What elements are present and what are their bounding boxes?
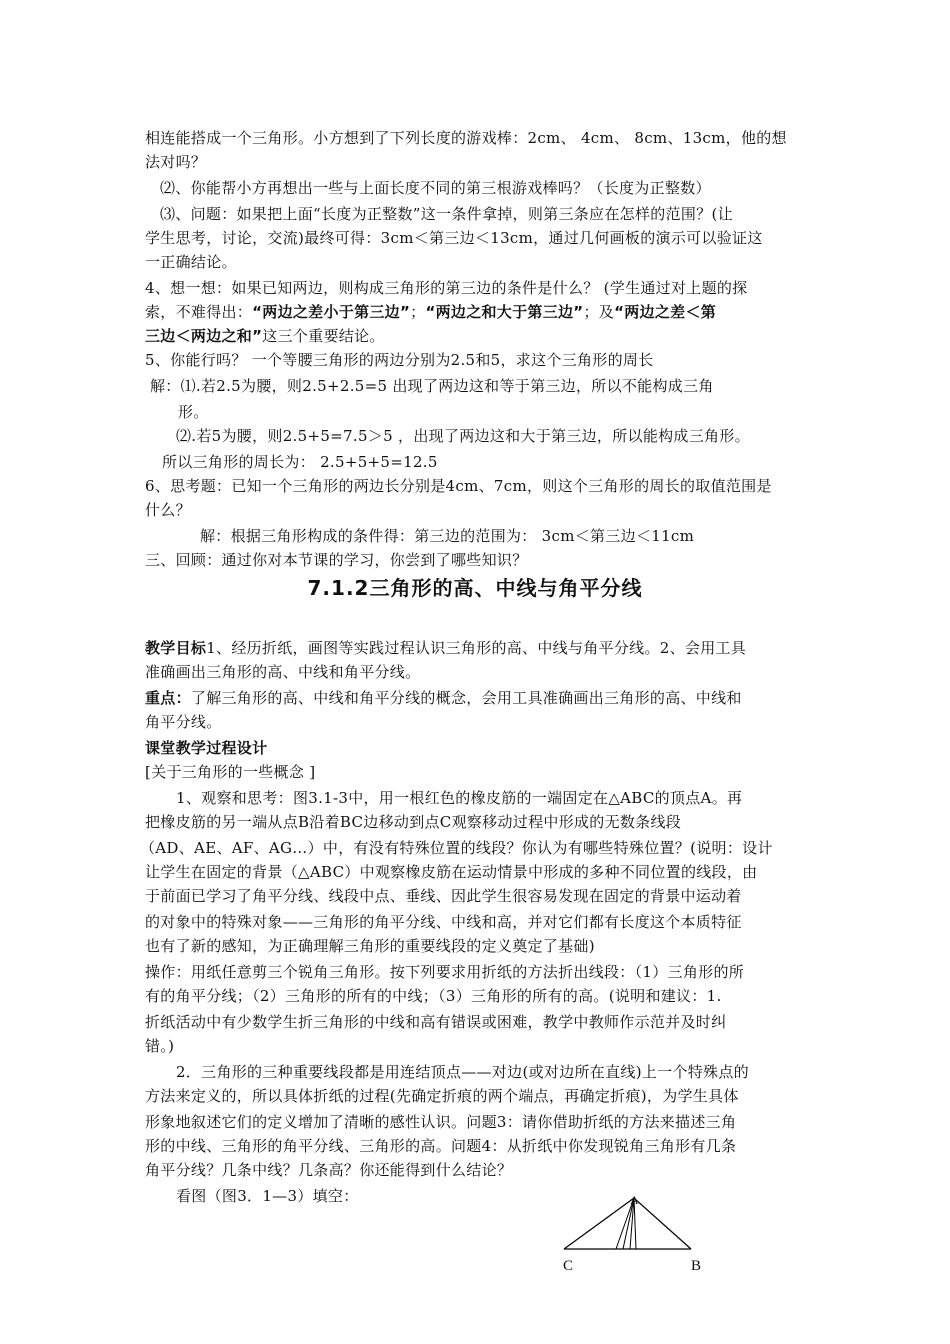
text-line: 的对象中的特殊对象——三角形的角平分线、中线和高，并对它们都有长度这个本质特征	[145, 913, 742, 931]
text-line: 形象地叙述它们的定义增加了清晰的感性认识。问题3：请你借助折纸的方法来描述三角	[145, 1113, 737, 1131]
section-title: 7.1.2三角形的高、中线与角平分线	[307, 576, 643, 600]
triangle-side-ab	[634, 1198, 691, 1249]
text-line: 方法来定义的，所以具体折纸的过程(先确定折痕的两个端点，再确定折痕)，为学生具体	[145, 1087, 739, 1105]
text-line: 所以三角形的周长为： 2.5+5+5=12.5	[162, 453, 438, 471]
text-line	[145, 636, 746, 660]
text-line: 有的角平分线；（2）三角形的所有的中线；（3）三角形的所有的高。(说明和建议：1.	[145, 987, 722, 1005]
text-line: 5、你能行吗？ 一个等腰三角形的两边分别为2.5和5，求这个三角形的周长	[145, 351, 654, 369]
text-line: ⑵、你能帮小方再想出一些与上面长度不同的第三根游戏棒吗？（长度为正整数）	[160, 179, 711, 197]
vertex-label-a: A	[630, 1193, 639, 1207]
text-line: 三、回顾：通过你对本节课的学习，你尝到了哪些知识？	[145, 551, 528, 569]
text-line	[145, 686, 742, 710]
bold-conclusion: 三边＜两边之和”	[145, 327, 263, 345]
text-run: 1、经历折纸，画图等实践过程认识三角形的高、中线与角平分线。2、会用工具	[206, 639, 747, 657]
text-line	[145, 324, 385, 348]
key-label: 重点：	[145, 689, 191, 707]
text-run: 了解三角形的高、中线和角平分线的概念，会用工具准确画出三角形的高、中线和	[190, 689, 742, 707]
text-line: 4、想一想：如果已知两边，则构成三角形的第三边的条件是什么？ (学生通过对上题的探	[145, 279, 748, 297]
bold-conclusion: “两边之差＜第	[614, 303, 717, 321]
text-line: 法对吗？	[145, 153, 207, 171]
text-line: 解：根据三角形构成的条件得：第三边的范围为： 3cm＜第三边＜11cm	[200, 527, 695, 545]
text-line: 2．三角形的三种重要线段都是用连结顶点——对边(或对边所在直线)上一个特殊点的	[176, 1063, 749, 1081]
text-run: 索，不难得出：	[145, 303, 253, 321]
text-line: 操作：用纸任意剪三个锐角三角形。按下列要求用折纸的方法折出线段：（1）三角形的所	[145, 963, 745, 981]
vertex-label-b: B	[691, 1258, 702, 1274]
bold-conclusion: “两边之差小于第三边”	[252, 303, 411, 321]
text-line: 相连能搭成一个三角形。小方想到了下列长度的游戏棒：2cm、 4cm、 8cm、13cm，他的想	[145, 129, 787, 147]
text-line: 角平分线。	[145, 713, 222, 731]
text-line: （AD、AE、AF、AG…）中，有没有特殊位置的线段？你认为有哪些特殊位置？(说明：设计	[140, 839, 773, 857]
text-line: 错。)	[145, 1037, 175, 1055]
text-line: 6、思考题：已知一个三角形的两边长分别是4cm、7cm，则这个三角形的周长的取值范围是	[145, 477, 772, 495]
text-line: [关于三角形的一些概念 ]	[145, 763, 316, 781]
text-line: 让学生在固定的背景（△ABC）中观察橡皮筋在运动情景中形成的多种不同位置的线段，由	[145, 863, 758, 881]
bold-conclusion: “两边之和大于第三边”	[425, 303, 584, 321]
text-line: 学生思考，讨论，交流)最终可得：3cm＜第三边＜13cm，通过几何画板的演示可以验证这	[145, 229, 763, 247]
text-line: 解：⑴.若2.5为腰，则2.5+2.5=5 出现了两边这和等于第三边，所以不能构成三角	[150, 377, 714, 395]
text-line: 看图（图3．1—3）填空：	[176, 1187, 359, 1205]
text-line: 把橡皮筋的另一端从点B沿着BC边移动到点C观察移动过程中形成的无数条线段	[145, 813, 682, 831]
text-line	[145, 300, 716, 324]
text-line: ⑶、问题：如果把上面“长度为正整数”这一条件拿掉，则第三条应在怎样的范围？(让	[160, 205, 733, 223]
goal-label: 教学目标	[145, 639, 207, 657]
text-line: 也有了新的感知，为正确理解三角形的重要线段的定义奠定了基础)	[145, 937, 595, 955]
subheading: 课堂教学过程设计	[145, 739, 268, 757]
text-line: 1、观察和思考：图3.1-3中，用一根红色的橡皮筋的一端固定在△ABC的顶点A。再	[176, 789, 743, 807]
text-line: 准确画出三角形的高、中线和角平分线。	[145, 663, 421, 681]
text-line: 于前面已学习了角平分线、线段中点、垂线、因此学生很容易发现在固定的背景中运动着	[145, 887, 742, 905]
vertex-label-c: C	[563, 1258, 574, 1274]
text-line: 角平分线？几条中线？几条高？你还能得到什么结论？	[145, 1161, 513, 1179]
text-line: 折纸活动中有少数学生折三角形的中线和高有错误或困难，教学中教师作示范并及时纠	[145, 1013, 727, 1031]
text-line: 一正确结论。	[145, 253, 237, 271]
text-line: 什么？	[145, 501, 191, 519]
text-line: 形。	[178, 403, 209, 421]
text-run: 这三个重要结论。	[262, 327, 385, 345]
text-line: ⑵.若5为腰，则2.5+5=7.5＞5 ，出现了两边这和大于第三边，所以能构成三角形。	[176, 427, 750, 445]
text-line: 形的中线、三角形的角平分线、三角形的高。问题4：从折纸中你发现锐角三角形有几条	[145, 1137, 737, 1155]
triangle-side-ca	[564, 1198, 634, 1249]
text-run: ；及	[583, 303, 615, 321]
text-run: ；	[410, 303, 426, 321]
